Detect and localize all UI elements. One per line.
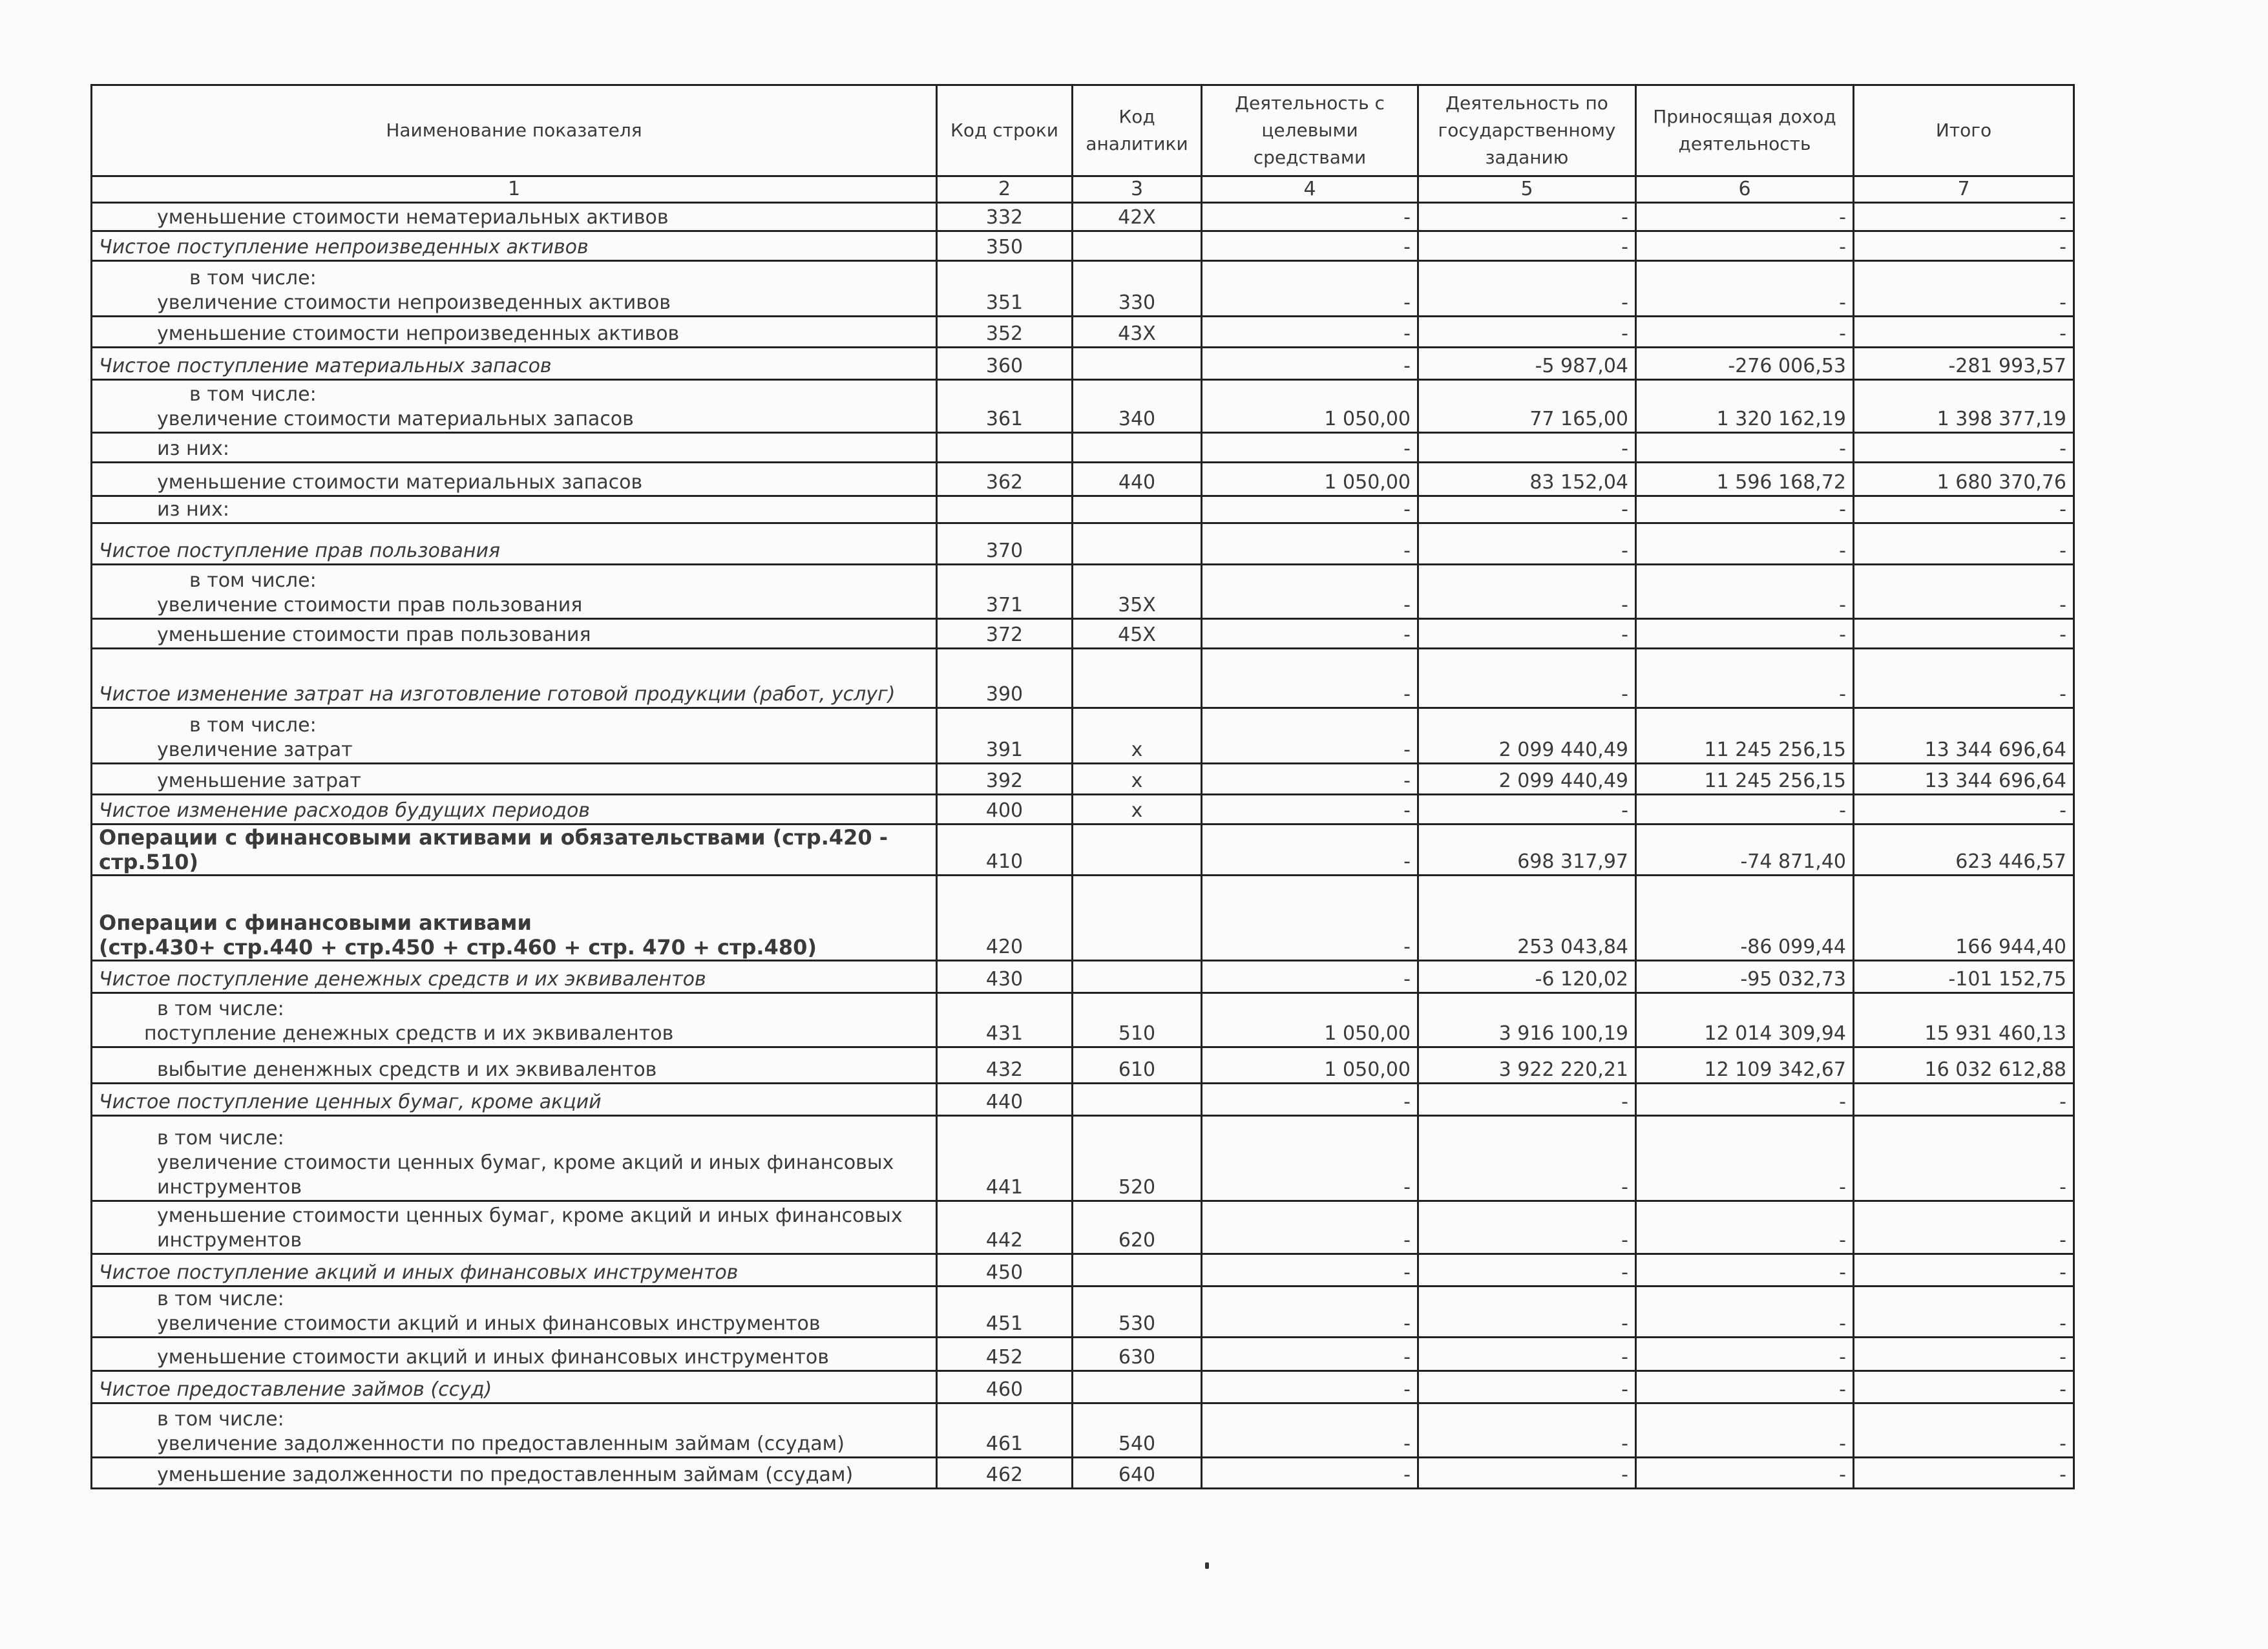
table-row xyxy=(92,1403,2074,1458)
state-task-cell: - xyxy=(1418,231,1636,261)
row-code-cell: 451 xyxy=(937,1287,1073,1338)
state-task-cell: - xyxy=(1418,795,1636,824)
header-income-activity: Приносящая доход деятельность xyxy=(1636,85,1854,176)
row-name-cell xyxy=(92,496,937,523)
row-prefix: в том числе: xyxy=(157,1127,284,1150)
row-name: Чистое поступление материальных запасов xyxy=(99,355,552,377)
row-name-cell xyxy=(92,1371,937,1403)
row-code-cell: 431 xyxy=(937,993,1073,1047)
state-task-cell: - xyxy=(1418,565,1636,619)
row-code-cell: 332 xyxy=(937,203,1073,231)
state-task-cell: - xyxy=(1418,317,1636,348)
row-code-cell: 410 xyxy=(937,824,1073,876)
income-activity-cell: -95 032,73 xyxy=(1636,961,1854,993)
targeted-funds-cell: - xyxy=(1202,824,1418,876)
row-name-cell xyxy=(92,876,937,961)
row-name-cell xyxy=(92,261,937,317)
colnum-5: 5 xyxy=(1418,176,1636,203)
row-code-cell: 442 xyxy=(937,1201,1073,1254)
income-activity-cell: - xyxy=(1636,317,1854,348)
row-name-cell xyxy=(92,708,937,764)
header-analytic-code: Код аналитики xyxy=(1073,85,1202,176)
header-row-code: Код строки xyxy=(937,85,1073,176)
row-prefix: в том числе: xyxy=(189,383,317,406)
targeted-funds-cell: - xyxy=(1202,619,1418,649)
report-table xyxy=(90,84,2075,1489)
table-row xyxy=(92,1338,2074,1371)
analytic-code-cell: 610 xyxy=(1073,1047,1202,1084)
state-task-cell: - xyxy=(1418,496,1636,523)
table-row xyxy=(92,231,2074,261)
row-name: уменьшение стоимости материальных запасов xyxy=(157,471,643,494)
row-name-cell xyxy=(92,1287,937,1338)
table-row xyxy=(92,961,2074,993)
analytic-code-cell xyxy=(1073,961,1202,993)
row-name: уменьшение стоимости прав пользования xyxy=(157,624,591,646)
row-name: поступление денежных средств и их эквивалентов xyxy=(144,1022,674,1045)
total-cell: - xyxy=(1854,1371,2074,1403)
income-activity-cell: - xyxy=(1636,619,1854,649)
table-row xyxy=(92,1084,2074,1116)
total-cell: - xyxy=(1854,231,2074,261)
state-task-cell: - xyxy=(1418,1458,1636,1489)
targeted-funds-cell: - xyxy=(1202,1084,1418,1116)
income-activity-cell: - xyxy=(1636,1287,1854,1338)
row-code-cell: 440 xyxy=(937,1084,1073,1116)
analytic-code-cell: x xyxy=(1073,708,1202,764)
colnum-3: 3 xyxy=(1073,176,1202,203)
table-row xyxy=(92,523,2074,565)
targeted-funds-cell: - xyxy=(1202,708,1418,764)
targeted-funds-cell: - xyxy=(1202,565,1418,619)
header-total: Итого xyxy=(1854,85,2074,176)
row-name-cell xyxy=(92,764,937,795)
row-prefix: в том числе: xyxy=(157,1288,284,1310)
row-code-cell: 350 xyxy=(937,231,1073,261)
analytic-code-cell xyxy=(1073,824,1202,876)
colnum-1: 1 xyxy=(92,176,937,203)
analytic-code-cell: 620 xyxy=(1073,1201,1202,1254)
total-cell: - xyxy=(1854,1287,2074,1338)
row-name: Чистое изменение затрат на изготовление готовой продукции (работ, услуг) xyxy=(99,683,896,706)
total-cell: - xyxy=(1854,1254,2074,1287)
targeted-funds-cell: - xyxy=(1202,433,1418,463)
analytic-code-cell xyxy=(1073,876,1202,961)
state-task-cell: -5 987,04 xyxy=(1418,348,1636,380)
row-code-cell: 430 xyxy=(937,961,1073,993)
row-code-cell: 370 xyxy=(937,523,1073,565)
analytic-code-cell xyxy=(1073,496,1202,523)
state-task-cell: 2 099 440,49 xyxy=(1418,764,1636,795)
table-row xyxy=(92,203,2074,231)
total-cell: -281 993,57 xyxy=(1854,348,2074,380)
row-name: увеличение затрат xyxy=(157,739,353,761)
income-activity-cell: - xyxy=(1636,1338,1854,1371)
total-cell: - xyxy=(1854,1116,2074,1201)
table-row xyxy=(92,1287,2074,1338)
row-code-cell: 460 xyxy=(937,1371,1073,1403)
state-task-cell: 698 317,97 xyxy=(1418,824,1636,876)
row-code-cell: 420 xyxy=(937,876,1073,961)
targeted-funds-cell: - xyxy=(1202,1458,1418,1489)
row-name-cell xyxy=(92,619,937,649)
income-activity-cell: - xyxy=(1636,795,1854,824)
income-activity-cell: - xyxy=(1636,1254,1854,1287)
row-name: Чистое поступление непроизведенных активов xyxy=(99,236,589,258)
targeted-funds-cell: - xyxy=(1202,876,1418,961)
table-row xyxy=(92,1254,2074,1287)
targeted-funds-cell: - xyxy=(1202,764,1418,795)
targeted-funds-cell: - xyxy=(1202,1116,1418,1201)
income-activity-cell: - xyxy=(1636,649,1854,708)
table-row xyxy=(92,993,2074,1047)
targeted-funds-cell: 1 050,00 xyxy=(1202,993,1418,1047)
total-cell: - xyxy=(1854,203,2074,231)
income-activity-cell: - xyxy=(1636,1458,1854,1489)
income-activity-cell: - xyxy=(1636,1371,1854,1403)
row-prefix: в том числе: xyxy=(189,714,317,737)
state-task-cell: 2 099 440,49 xyxy=(1418,708,1636,764)
row-name-cell xyxy=(92,463,937,496)
row-name-cell xyxy=(92,1084,937,1116)
analytic-code-cell: 530 xyxy=(1073,1287,1202,1338)
income-activity-cell: 12 109 342,67 xyxy=(1636,1047,1854,1084)
row-name: Чистое поступление денежных средств и их эквивалентов xyxy=(99,968,706,991)
row-prefix: Операции с финансовыми активами xyxy=(99,910,532,935)
total-cell: - xyxy=(1854,649,2074,708)
row-name: (стр.430+ стр.440 + стр.450 + стр.460 + стр. 470 + стр.480) xyxy=(99,935,817,960)
row-name-cell xyxy=(92,795,937,824)
row-prefix: в том числе: xyxy=(157,1408,284,1431)
total-cell: - xyxy=(1854,261,2074,317)
table-row xyxy=(92,317,2074,348)
table-row xyxy=(92,261,2074,317)
total-cell: 13 344 696,64 xyxy=(1854,708,2074,764)
row-name: уменьшение стоимости нематериальных активов xyxy=(157,206,669,229)
row-name-cell xyxy=(92,1116,937,1201)
total-cell: 15 931 460,13 xyxy=(1854,993,2074,1047)
table-row xyxy=(92,496,2074,523)
row-code-cell: 392 xyxy=(937,764,1073,795)
analytic-code-cell xyxy=(1073,1084,1202,1116)
analytic-code-cell xyxy=(1073,1371,1202,1403)
targeted-funds-cell: - xyxy=(1202,1371,1418,1403)
income-activity-cell: -74 871,40 xyxy=(1636,824,1854,876)
table-row xyxy=(92,649,2074,708)
targeted-funds-cell: 1 050,00 xyxy=(1202,380,1418,433)
state-task-cell: - xyxy=(1418,1084,1636,1116)
state-task-cell: - xyxy=(1418,261,1636,317)
row-name: увеличение стоимости ценных бумаг, кроме акций и иных финансовых инструментов xyxy=(157,1151,894,1199)
state-task-cell: - xyxy=(1418,523,1636,565)
targeted-funds-cell: - xyxy=(1202,795,1418,824)
targeted-funds-cell: - xyxy=(1202,1201,1418,1254)
targeted-funds-cell: - xyxy=(1202,317,1418,348)
row-name-cell xyxy=(92,523,937,565)
targeted-funds-cell: - xyxy=(1202,496,1418,523)
row-name-cell xyxy=(92,317,937,348)
total-cell: 1 398 377,19 xyxy=(1854,380,2074,433)
total-cell: 166 944,40 xyxy=(1854,876,2074,961)
row-code-cell: 351 xyxy=(937,261,1073,317)
row-name-cell xyxy=(92,565,937,619)
targeted-funds-cell: 1 050,00 xyxy=(1202,463,1418,496)
row-prefix: в том числе: xyxy=(157,998,284,1020)
targeted-funds-cell: - xyxy=(1202,203,1418,231)
analytic-code-cell xyxy=(1073,231,1202,261)
table-row xyxy=(92,380,2074,433)
scan-speck xyxy=(1205,1562,1209,1569)
table-row xyxy=(92,348,2074,380)
targeted-funds-cell: - xyxy=(1202,348,1418,380)
table-row xyxy=(92,876,2074,961)
row-name: из них: xyxy=(157,498,229,521)
header-name: Наименование показателя xyxy=(92,85,937,176)
row-name: Чистое поступление прав пользования xyxy=(99,540,501,562)
total-cell: - xyxy=(1854,433,2074,463)
analytic-code-cell xyxy=(1073,523,1202,565)
table-body xyxy=(92,203,2074,1489)
income-activity-cell: -86 099,44 xyxy=(1636,876,1854,961)
total-cell: 16 032 612,88 xyxy=(1854,1047,2074,1084)
total-cell: 623 446,57 xyxy=(1854,824,2074,876)
state-task-cell: - xyxy=(1418,1287,1636,1338)
colnum-7: 7 xyxy=(1854,176,2074,203)
total-cell: - xyxy=(1854,565,2074,619)
state-task-cell: - xyxy=(1418,1403,1636,1458)
state-task-cell: - xyxy=(1418,203,1636,231)
state-task-cell: - xyxy=(1418,1201,1636,1254)
income-activity-cell: - xyxy=(1636,1201,1854,1254)
table-row xyxy=(92,1458,2074,1489)
income-activity-cell: - xyxy=(1636,565,1854,619)
state-task-cell: - xyxy=(1418,1116,1636,1201)
table-row xyxy=(92,1047,2074,1084)
table-row xyxy=(92,619,2074,649)
row-name: из них: xyxy=(157,437,229,460)
income-activity-cell: - xyxy=(1636,496,1854,523)
analytic-code-cell xyxy=(1073,348,1202,380)
total-cell: - xyxy=(1854,1403,2074,1458)
table-row xyxy=(92,1116,2074,1201)
analytic-code-cell: 540 xyxy=(1073,1403,1202,1458)
colnum-2: 2 xyxy=(937,176,1073,203)
row-code-cell: 361 xyxy=(937,380,1073,433)
total-cell: - xyxy=(1854,317,2074,348)
row-name-cell xyxy=(92,203,937,231)
total-cell: - xyxy=(1854,1084,2074,1116)
row-name-cell xyxy=(92,824,937,876)
income-activity-cell: 1 320 162,19 xyxy=(1636,380,1854,433)
income-activity-cell: - xyxy=(1636,433,1854,463)
table-row xyxy=(92,1371,2074,1403)
total-cell: - xyxy=(1854,523,2074,565)
analytic-code-cell: x xyxy=(1073,764,1202,795)
targeted-funds-cell: - xyxy=(1202,261,1418,317)
row-code-cell: 360 xyxy=(937,348,1073,380)
state-task-cell: 77 165,00 xyxy=(1418,380,1636,433)
income-activity-cell: - xyxy=(1636,1403,1854,1458)
state-task-cell: - xyxy=(1418,433,1636,463)
state-task-cell: - xyxy=(1418,619,1636,649)
state-task-cell: - xyxy=(1418,1371,1636,1403)
state-task-cell: 253 043,84 xyxy=(1418,876,1636,961)
colnum-6: 6 xyxy=(1636,176,1854,203)
row-code-cell xyxy=(937,433,1073,463)
row-name-cell xyxy=(92,961,937,993)
row-name-cell xyxy=(92,380,937,433)
state-task-cell: - xyxy=(1418,1254,1636,1287)
column-number-row xyxy=(92,176,2074,203)
analytic-code-cell: x xyxy=(1073,795,1202,824)
state-task-cell: 3 922 220,21 xyxy=(1418,1047,1636,1084)
row-name-cell xyxy=(92,1201,937,1254)
row-name: уменьшение стоимости ценных бумаг, кроме акций и иных финансовых инструментов xyxy=(157,1204,903,1252)
row-prefix: в том числе: xyxy=(189,267,317,289)
state-task-cell: - xyxy=(1418,649,1636,708)
row-code-cell: 461 xyxy=(937,1403,1073,1458)
row-code-cell: 441 xyxy=(937,1116,1073,1201)
income-activity-cell: - xyxy=(1636,261,1854,317)
row-name-cell xyxy=(92,993,937,1047)
targeted-funds-cell: - xyxy=(1202,231,1418,261)
header-row xyxy=(92,85,2074,176)
total-cell: - xyxy=(1854,1338,2074,1371)
row-name: Операции с финансовыми активами и обязательствами (стр.420 - стр.510) xyxy=(99,825,888,874)
analytic-code-cell xyxy=(1073,649,1202,708)
state-task-cell: 3 916 100,19 xyxy=(1418,993,1636,1047)
analytic-code-cell xyxy=(1073,1254,1202,1287)
income-activity-cell: 1 596 168,72 xyxy=(1636,463,1854,496)
row-name-cell xyxy=(92,649,937,708)
row-code-cell: 400 xyxy=(937,795,1073,824)
total-cell: - xyxy=(1854,1201,2074,1254)
analytic-code-cell: 520 xyxy=(1073,1116,1202,1201)
row-name: увеличение стоимости непроизведенных активов xyxy=(157,291,671,314)
row-name: увеличение стоимости акций и иных финансовых инструментов xyxy=(157,1312,821,1335)
row-name: увеличение задолженности по предоставленным займам (ссудам) xyxy=(157,1433,845,1455)
income-activity-cell: - xyxy=(1636,1084,1854,1116)
total-cell: - xyxy=(1854,496,2074,523)
row-code-cell: 450 xyxy=(937,1254,1073,1287)
row-name: уменьшение стоимости непроизведенных активов xyxy=(157,322,680,345)
analytic-code-cell: 630 xyxy=(1073,1338,1202,1371)
total-cell: - xyxy=(1854,795,2074,824)
targeted-funds-cell: - xyxy=(1202,523,1418,565)
targeted-funds-cell: - xyxy=(1202,1254,1418,1287)
targeted-funds-cell: - xyxy=(1202,1287,1418,1338)
table-row xyxy=(92,795,2074,824)
state-task-cell: -6 120,02 xyxy=(1418,961,1636,993)
row-name-cell xyxy=(92,231,937,261)
row-name: Чистое поступление ценных бумаг, кроме акций xyxy=(99,1091,602,1113)
income-activity-cell: - xyxy=(1636,1116,1854,1201)
row-code-cell: 452 xyxy=(937,1338,1073,1371)
analytic-code-cell: 43X xyxy=(1073,317,1202,348)
row-name: уменьшение затрат xyxy=(157,770,361,792)
analytic-code-cell: 42X xyxy=(1073,203,1202,231)
row-code-cell: 371 xyxy=(937,565,1073,619)
row-name: Чистое предоставление займов (ссуд) xyxy=(99,1378,492,1401)
income-activity-cell: - xyxy=(1636,523,1854,565)
targeted-funds-cell: 1 050,00 xyxy=(1202,1047,1418,1084)
analytic-code-cell: 440 xyxy=(1073,463,1202,496)
analytic-code-cell: 640 xyxy=(1073,1458,1202,1489)
row-code-cell xyxy=(937,496,1073,523)
income-activity-cell: 11 245 256,15 xyxy=(1636,764,1854,795)
row-code-cell: 462 xyxy=(937,1458,1073,1489)
table-row xyxy=(92,1201,2074,1254)
targeted-funds-cell: - xyxy=(1202,1338,1418,1371)
row-name-cell xyxy=(92,348,937,380)
row-name-cell xyxy=(92,1254,937,1287)
row-name: уменьшение стоимости акций и иных финансовых инструментов xyxy=(157,1346,829,1369)
analytic-code-cell: 45X xyxy=(1073,619,1202,649)
row-code-cell: 432 xyxy=(937,1047,1073,1084)
income-activity-cell: 12 014 309,94 xyxy=(1636,993,1854,1047)
colnum-4: 4 xyxy=(1202,176,1418,203)
income-activity-cell: - xyxy=(1636,203,1854,231)
row-code-cell: 390 xyxy=(937,649,1073,708)
analytic-code-cell: 35X xyxy=(1073,565,1202,619)
analytic-code-cell: 510 xyxy=(1073,993,1202,1047)
total-cell: -101 152,75 xyxy=(1854,961,2074,993)
targeted-funds-cell: - xyxy=(1202,961,1418,993)
table-row xyxy=(92,764,2074,795)
row-name-cell xyxy=(92,433,937,463)
header-targeted-funds: Деятельность с целевыми средствами xyxy=(1202,85,1418,176)
income-activity-cell: -276 006,53 xyxy=(1636,348,1854,380)
row-name-cell xyxy=(92,1338,937,1371)
total-cell: - xyxy=(1854,1458,2074,1489)
row-prefix: в том числе: xyxy=(189,569,317,592)
row-name: Чистое изменение расходов будущих периодов xyxy=(99,799,590,822)
income-activity-cell: - xyxy=(1636,231,1854,261)
row-code-cell: 372 xyxy=(937,619,1073,649)
targeted-funds-cell: - xyxy=(1202,649,1418,708)
table-row xyxy=(92,824,2074,876)
row-name: увеличение стоимости материальных запасов xyxy=(157,408,634,430)
analytic-code-cell: 340 xyxy=(1073,380,1202,433)
row-name: Чистое поступление акций и иных финансовых инструментов xyxy=(99,1261,739,1284)
row-code-cell: 362 xyxy=(937,463,1073,496)
row-name-cell xyxy=(92,1047,937,1084)
row-name: увеличение стоимости прав пользования xyxy=(157,594,583,616)
analytic-code-cell xyxy=(1073,433,1202,463)
row-name: выбытие дененжных средств и их эквивалентов xyxy=(157,1058,657,1081)
row-name: уменьшение задолженности по предоставленным займам (ссудам) xyxy=(157,1464,854,1486)
total-cell: 13 344 696,64 xyxy=(1854,764,2074,795)
row-name-cell xyxy=(92,1403,937,1458)
row-name-cell xyxy=(92,1458,937,1489)
total-cell: - xyxy=(1854,619,2074,649)
table-row xyxy=(92,463,2074,496)
total-cell: 1 680 370,76 xyxy=(1854,463,2074,496)
income-activity-cell: 11 245 256,15 xyxy=(1636,708,1854,764)
state-task-cell: 83 152,04 xyxy=(1418,463,1636,496)
row-code-cell: 352 xyxy=(937,317,1073,348)
state-task-cell: - xyxy=(1418,1338,1636,1371)
table-row xyxy=(92,565,2074,619)
analytic-code-cell: 330 xyxy=(1073,261,1202,317)
targeted-funds-cell: - xyxy=(1202,1403,1418,1458)
table-row xyxy=(92,433,2074,463)
header-state-task: Деятельность по государственному заданию xyxy=(1418,85,1636,176)
row-code-cell: 391 xyxy=(937,708,1073,764)
table-row xyxy=(92,708,2074,764)
